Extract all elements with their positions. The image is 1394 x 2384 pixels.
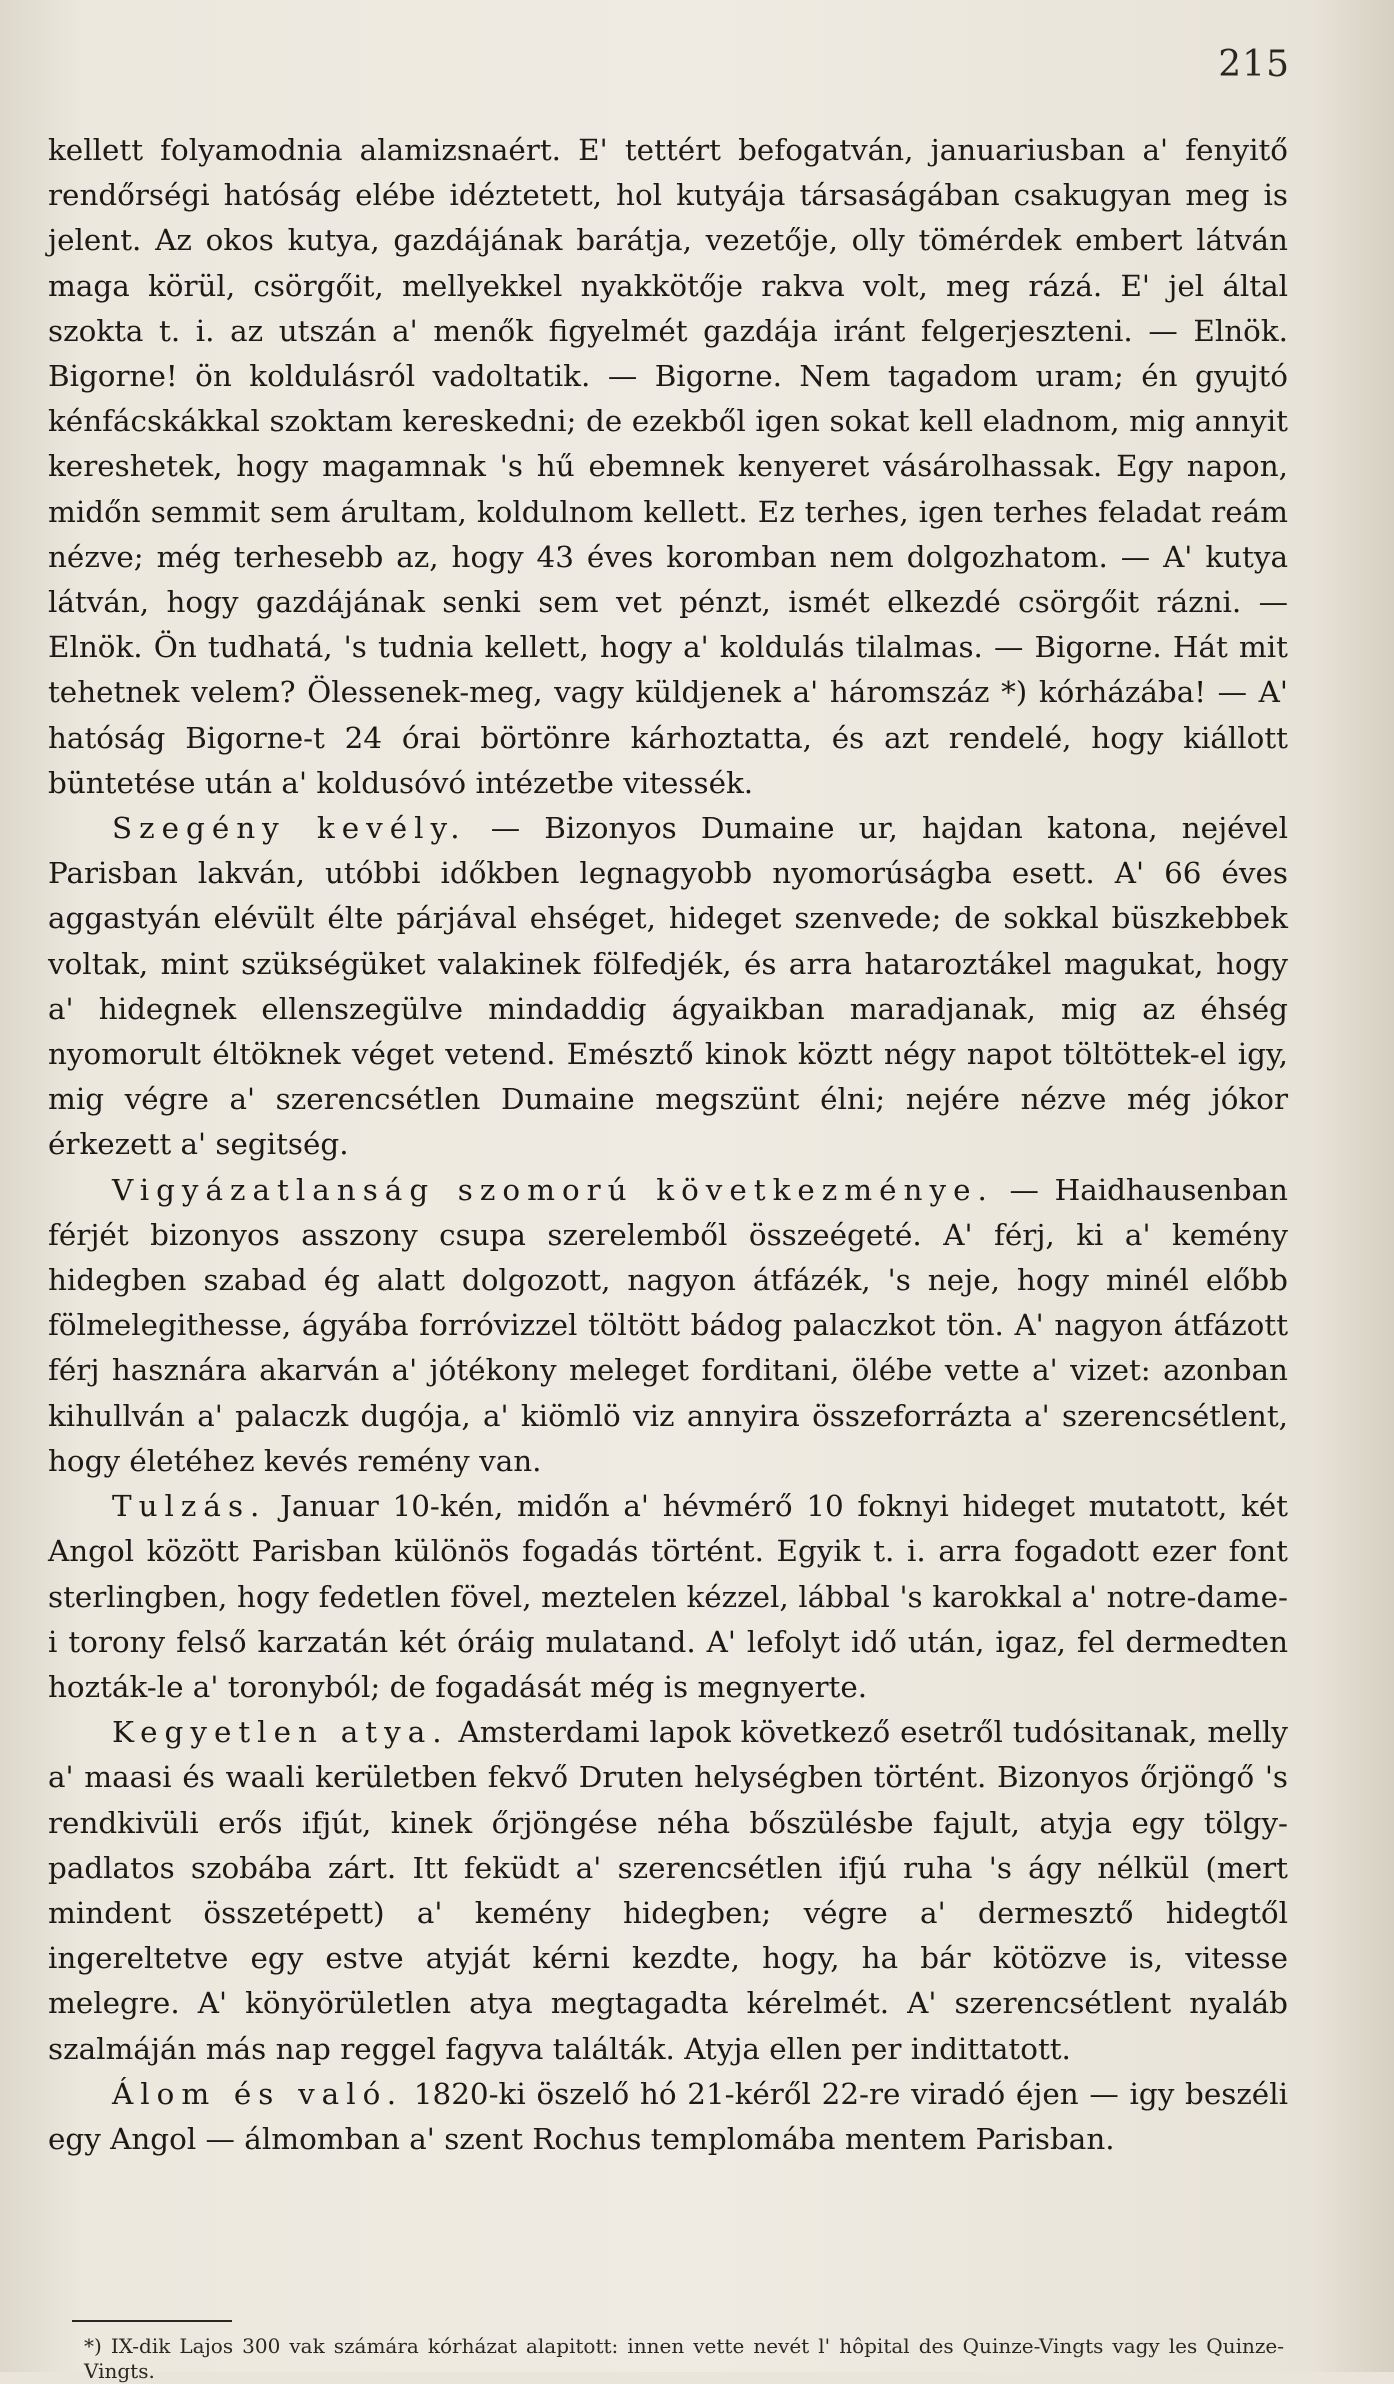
paragraph-text: — Bizonyos Dumaine ur, hajdan katona, nejével Parisban lakván, utóbbi időkben legnagyobb nyomorúságba esett. A' 66 éves aggastyán elévült élte párjával ehséget, hideget szenvede; de sokkal büszkebbek voltak, mint szükségüket valakinek fölfedjék, és arra hataroztákel magukat, hogy a' hidegnek ellenszegülve mindaddig ágyaikban maradjanak, mig az éhség nyomorult éltöknek véget vetend. Emésztő kinok köztt négy napot töltöttek-el igy, mig végre a' szerencsétlen Dumaine megszünt élni; nejére nézve még jókor érkezett a' segitség. [48,811,1288,1162]
section-heading: Álom és való. [112,2076,404,2111]
paragraph-kegyetlen-atya [48,1710,1288,2072]
section-heading: Kegyetlen atya. [112,1715,449,1750]
paragraph-tulzas [48,1484,1288,1710]
paragraph-vigyazatlansag [48,1168,1288,1484]
section-heading: Vigyázatlanság szomorú következménye. [112,1172,994,1207]
paragraph-alom-es-valo [48,2072,1288,2162]
paragraph-text: kellett folyamodnia alamizsnaért. E' tettért befogatván, januariusban a' fenyitő rendőrségi hatóság elébe idéztetett, hol kutyája társaságában csakugyan meg is jelent. Az okos kutya, gazdájának barátja, vezetője, olly tömérdek embert látván maga körül, csörgőit, mellyekkel nyakkötője rakva volt, meg rázá. E' jel által szokta t. i. az utszán a' menők figyelmét gazdája iránt felgerjeszteni. — Elnök. Bigorne! ön koldulásról vadoltatik. — Bigorne. Nem tagadom uram; én gyujtó kénfácskákkal szoktam kereskedni; de ezekből igen sokat kell eladnom, mig annyit kereshetek, hogy magamnak 's hű ebemnek kenyeret vásárolhassak. Egy napon, midőn semmit sem árultam, koldulnom kellett. Ez terhes, igen terhes feladat reám nézve; még terhesebb az, hogy 43 éves koromban nem dolgozhatom. — A' kutya látván, hogy gazdájának senki sem vet pénzt, ismét elkezdé csörgőit rázni. — Elnök. Ön tudhatá, 's tudnia kellett, hogy a' koldulás tilalmas. — Bigorne. Hát mit tehetnek velem? Ölessenek-meg, vagy küldjenek a' háromszáz *) kórházába! — A' hatóság Bigorne-t 24 órai börtönre kárhoztatta, és azt rendelé, hogy kiállott büntetése után a' koldusóvó intézetbe vitessék. [48,133,1288,800]
section-heading: Szegény kevély. [112,811,467,846]
page-number: 215 [1218,44,1290,85]
paragraph-text: — Haidhausenban férjét bizonyos asszony csupa szerelemből összeégeté. A' férj, ki a' kemény hidegben szabad ég alatt dolgozott, nagyon átfázék, 's neje, hogy minél előbb fölmelegithesse, ágyába forróvizzel töltött bádog palaczkot tön. A' nagyon átfázott férj hasznára akarván a' jótékony meleget forditani, ölébe vette a' vizet: azonban kihullván a' palaczk dugója, a' kiömlö viz annyira összeforrázta a' szerencsétlent, hogy életéhez kevés remény van. [48,1172,1288,1478]
section-heading: Tulzás. [112,1489,267,1524]
paragraph-szegeny-kevely [48,806,1288,1168]
paragraph-text: Amsterdami lapok következő esetről tudósitanak, melly a' maasi és waali kerületben fekvő Druten helységben történt. Bizonyos őrjöngő 's rendkivüli erős ifjút, kinek őrjöngése néha bőszülésbe fajult, atyja egy tölgy-padlatos szobába zárt. Itt feküdt a' szerencsétlen ifjú ruha 's ágy nélkül (mert mindent összetépett) a' kemény hidegben; végre a' dermesztő hidegtől ingereltetve egy estve atyját kérni kezdte, hogy, ha bár kötözve is, vitesse melegre. A' könyörületlen atya megtagadta kérelmét. A' szerencsétlent nyaláb szalmáján más nap reggel fagyva találták. Atyja ellen per indittatott. [48,1715,1288,2066]
paragraph-bigorne [48,128,1288,806]
body-text [48,128,1288,2162]
paragraph-text: Januar 10-kén, midőn a' hévmérő 10 foknyi hideget mutatott, két Angol között Parisban különös fogadás történt. Egyik t. i. arra fogadott ezer font sterlingben, hogy fedetlen fövel, meztelen kézzel, lábbal 's karokkal a' notre-dame-i torony felső karzatán két óráig mulatand. A' lefolyt idő után, igaz, fel dermedten hozták-le a' toronyból; de fogadását még is megnyerte. [48,1489,1288,1704]
footnote-divider [72,2320,232,2322]
footnote: *) IX-dik Lajos 300 vak számára kórházat alapitott: innen vette nevét l' hôpital des Quinze-Vingts vagy les Quinze-Vingts. [84,2334,1284,2383]
paragraph-text: 1820-ki öszelő hó 21-kéről 22-re viradó éjen — igy beszéli egy Angol — álmomban a' szent Rochus templomába mentem Parisban. [48,2076,1288,2156]
